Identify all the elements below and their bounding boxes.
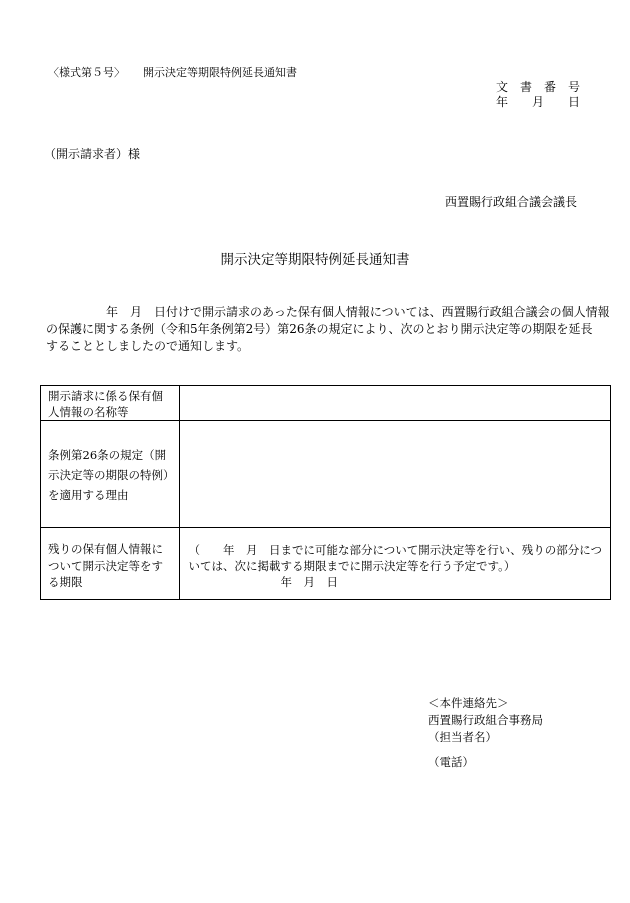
recipient: （開示請求者）様 <box>44 147 141 161</box>
contact-person: （担当者名） <box>428 730 497 744</box>
doc-number-char: 号 <box>567 80 580 94</box>
label-line: 人情報の名称等 <box>48 405 129 419</box>
label-deadline <box>41 528 180 600</box>
document-date <box>496 95 580 110</box>
table-row-reason <box>41 421 611 528</box>
body-line: の保護に関する条例（令和5年条例第2号）第26条の規定により、次のとおり開示決定等の期限を延長 <box>46 322 593 336</box>
body-paragraph <box>46 304 610 355</box>
table-row-deadline <box>41 528 611 600</box>
label-line: る期限 <box>48 575 83 589</box>
value-line: 年 月 日 <box>188 575 338 589</box>
doc-number-char: 番 <box>543 80 556 94</box>
form-number: 〈様式第５号〉 <box>48 66 125 79</box>
label-line: 条例第26条の規定（開 <box>48 448 167 462</box>
contact-block <box>428 695 543 771</box>
form-number-line <box>48 64 297 80</box>
doc-number-char: 文 <box>496 80 509 94</box>
contact-office: 西置賜行政組合事務局 <box>428 713 543 727</box>
value-deadline <box>179 528 611 600</box>
label-line: ついて開示決定等をす <box>48 558 163 573</box>
table-row-info-name <box>41 386 611 421</box>
document-number-label <box>496 80 580 95</box>
sender: 西置賜行政組合議会議長 <box>445 195 578 209</box>
contact-heading: ＜本件連絡先＞ <box>428 696 509 710</box>
value-line: いては、次に掲載する期限までに開示決定等を行う予定です。） <box>188 559 516 573</box>
value-info-name <box>179 386 611 421</box>
label-line: 開示請求に係る保有個 <box>48 389 163 403</box>
date-day: 日 <box>567 95 580 109</box>
body-line: することとしましたので通知します。 <box>46 339 250 353</box>
date-month: 月 <box>531 95 544 109</box>
document-number-block <box>496 80 580 110</box>
document-title: 開示決定等期限特例延長通知書 <box>220 252 410 268</box>
label-info-name <box>41 386 180 421</box>
label-line: 示決定等の期限の特例） <box>48 468 175 482</box>
value-reason <box>179 421 611 528</box>
value-line: （ 年 月 日までに可能な部分について開示決定等を行い、残りの部分につ <box>188 543 603 557</box>
label-line: 残りの保有個人情報に <box>48 542 163 556</box>
label-line: を適用する理由 <box>48 488 129 502</box>
doc-number-char: 書 <box>519 80 532 94</box>
extension-details-table <box>40 385 611 600</box>
form-name: 開示決定等期限特例延長通知書 <box>143 66 297 79</box>
body-line: 年 月 日付けで開示請求のあった保有個人情報については、西置賜行政組合議会の個人情報 <box>46 305 610 319</box>
date-year: 年 <box>496 95 509 109</box>
label-reason <box>41 421 180 528</box>
contact-phone: （電話） <box>428 755 474 769</box>
